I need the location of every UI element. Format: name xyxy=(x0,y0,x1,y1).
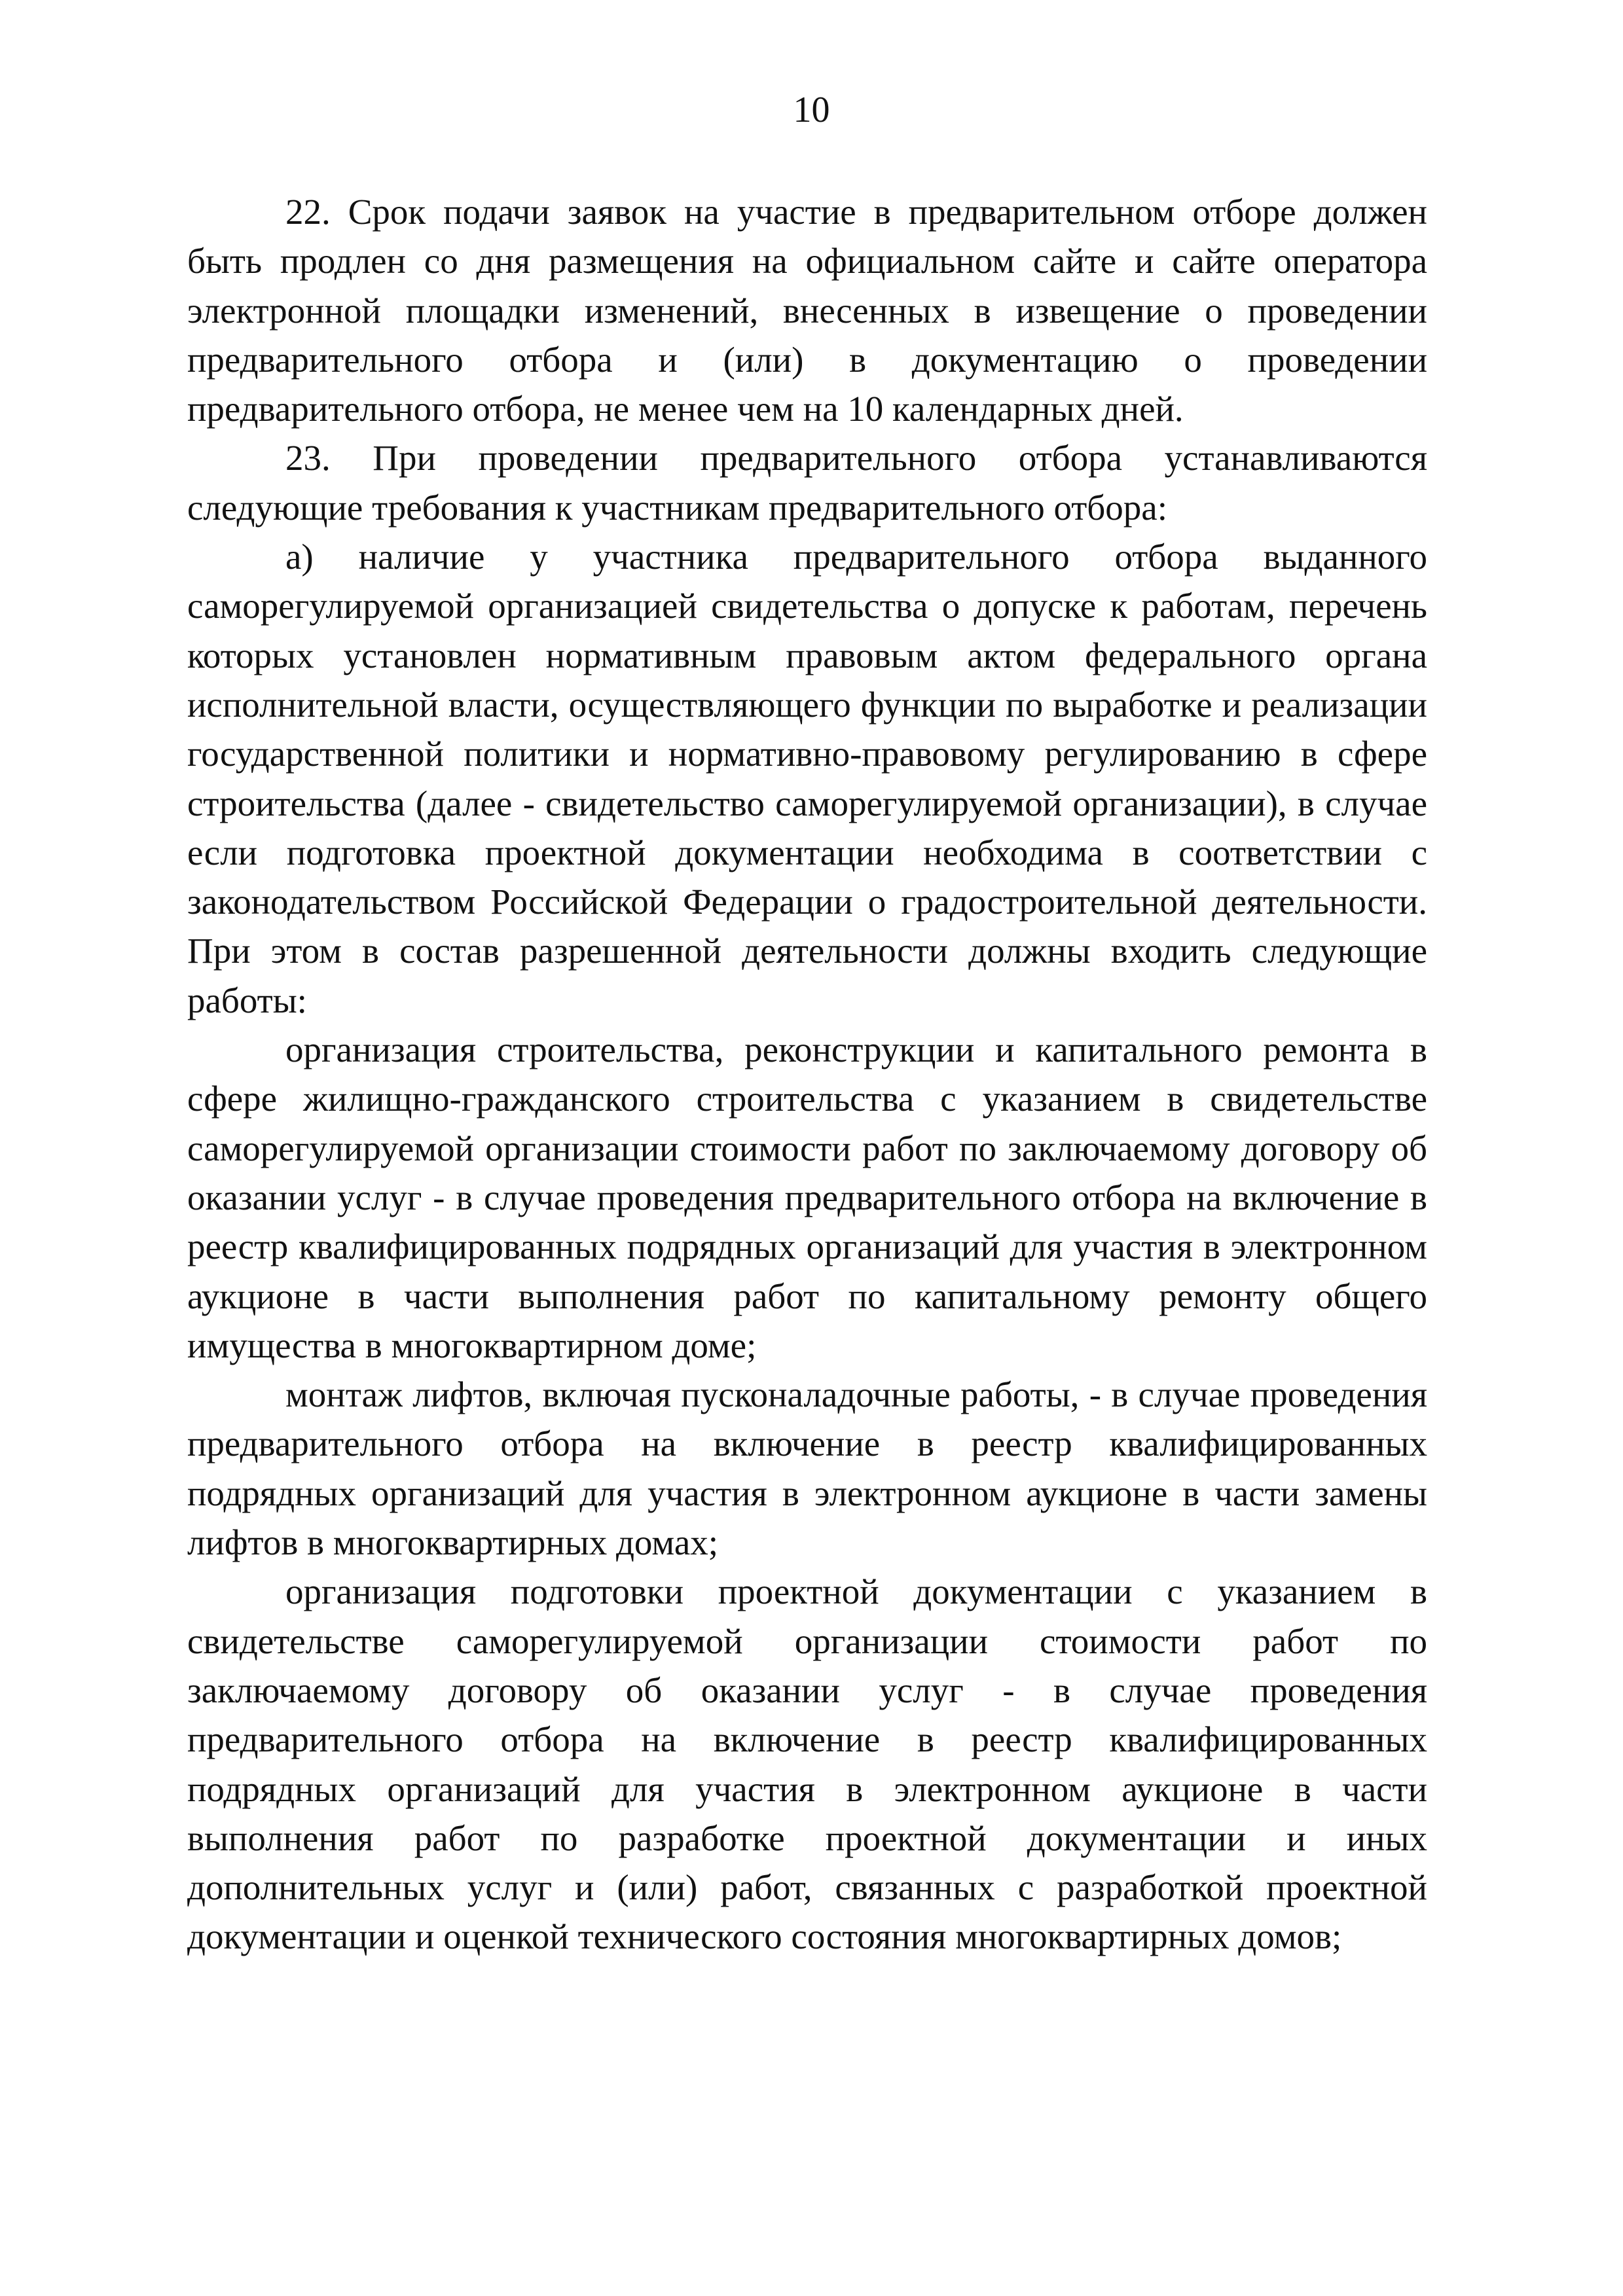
page-number: 10 xyxy=(793,90,830,130)
paragraph-22-application-deadline: 22. Срок подачи заявок на участие в предварительном отборе должен быть продлен со дня размещения на официальном сайте и сайте оператора электронной площадки изменений, внесенных в извещение о проведении предварительного отбора и (или) в документацию о проведении предварительного отбора, не менее чем на 10 календарных дней. xyxy=(187,192,1427,429)
paragraph-construction-organization: организация строительства, реконструкции и капитального ремонта в сфере жилищно-гражданского строительства с указанием в свидетельстве саморегулируемой организации стоимости работ по заключаемому договору об оказании услуг - в случае проведения предварительного отбора на включение в реестр квалифицированных подрядных организаций для участия в электронном аукционе в части выполнения работ по капитальному ремонту общего имущества в многоквартирном доме; xyxy=(187,1030,1427,1365)
paragraph-design-documentation: организация подготовки проектной документации с указанием в свидетельстве саморегулируемой организации стоимости работ по заключаемому договору об оказании услуг - в случае проведения предварительного отбора на включение в реестр квалифицированных подрядных организаций для участия в электронном аукционе в части выполнения работ по разработке проектной документации и иных дополнительных услуг и (или) работ, связанных с разработкой проектной документации и оценкой технического состояния многоквартирных домов; xyxy=(187,1571,1427,1957)
document-body xyxy=(187,187,1427,1962)
paragraph-elevator-installation: монтаж лифтов, включая пусконаладочные работы, - в случае проведения предварительного отбора на включение в реестр квалифицированных подрядных организаций для участия в электронном аукционе в части замены лифтов в многоквартирных домах; xyxy=(187,1374,1427,1563)
paragraph-23-requirements-intro: 23. При проведении предварительного отбора устанавливаются следующие требования к участникам предварительного отбора: xyxy=(187,438,1427,528)
paragraph-23a-sro-certificate: а) наличие у участника предварительного отбора выданного саморегулируемой организацией свидетельства о допуске к работам, перечень которых установлен нормативным правовым актом федерального органа исполнительной власти, осуществляющего функции по выработке и реализации государственной политики и нормативно-правовому регулированию в сфере строительства (далее - свидетельство саморегулируемой организации), в случае если подготовка проектной документации необходима в соответствии с законодательством Российской Федерации о градостроительной деятельности. При этом в состав разрешенной деятельности должны входить следующие работы: xyxy=(187,537,1427,1020)
